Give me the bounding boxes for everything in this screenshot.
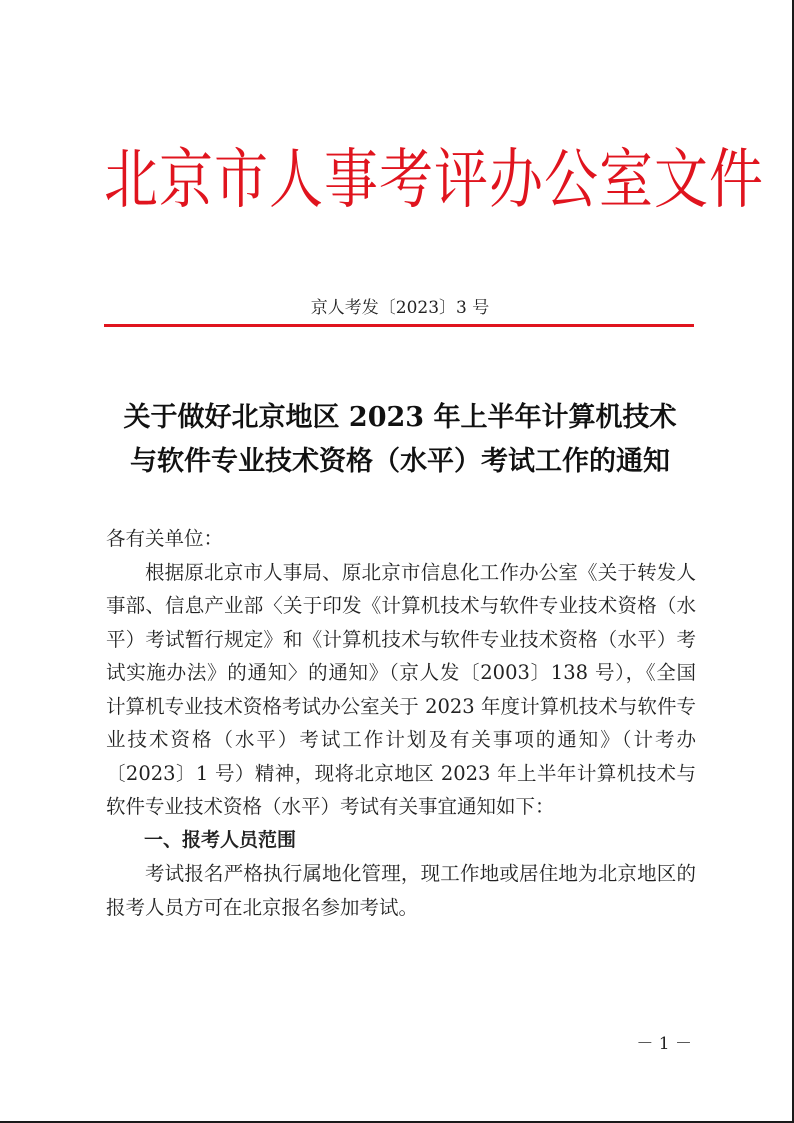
notice-title-line-1: 关于做好北京地区 2023 年上半年计算机技术 <box>123 402 677 433</box>
document-number: 京人考发〔2023〕3 号 <box>310 298 490 318</box>
notice-title-line-2: 与软件专业技术资格（水平）考试工作的通知 <box>130 446 670 477</box>
notice-title <box>104 396 696 484</box>
section-1-paragraph: 考试报名严格执行属地化管理，现工作地或居住地为北京地区的报考人员方可在北京报名参加考试。 <box>106 862 696 919</box>
body-paragraph-1: 根据原北京市人事局、原北京市信息化工作办公室《关于转发人事部、信息产业部〈关于印发《计算机技术与软件专业技术资格（水平）考试暂行规定》和《计算机技术与软件专业技术资格（水平）考试实施办法》的通知〉的通知》（京人发〔2003〕138 号），《全国计算机专业技术资格考试办公室关于 2023 年度计算机技术与软件专业技术资格（水平）考试工作计划及有关事项的通知》（计考办〔2023〕1 号）精神，现将北京地区 2023 年上半年计算机技术与软件专业技术资格（水平）考试有关事宜通知如下： <box>106 560 696 818</box>
agency-header-title: 北京市人事考评办公室文件 <box>104 141 764 218</box>
salutation: 各有关单位： <box>106 527 224 550</box>
section-1-heading: 一、报考人员范围 <box>144 828 297 851</box>
header-red-divider <box>104 324 694 327</box>
notice-body <box>106 522 696 924</box>
page-number: － 1 － <box>636 1034 692 1054</box>
